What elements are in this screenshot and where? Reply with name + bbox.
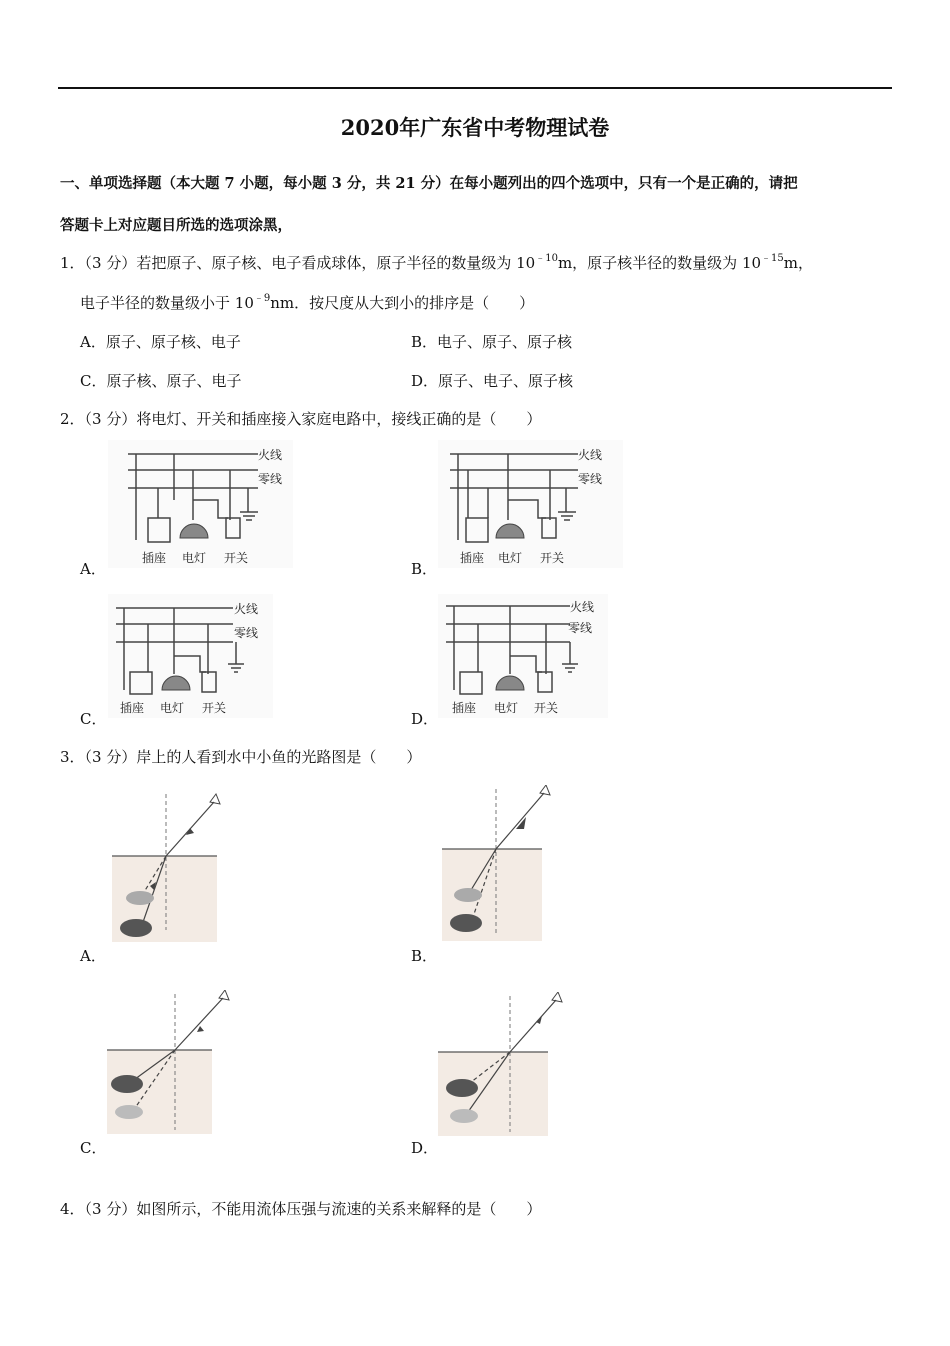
option-text: 原子、电子、原子核 xyxy=(438,372,574,390)
exponent: ﹣15 xyxy=(761,253,784,264)
question-text: nm．按尺度从大到小的排序是（ ） xyxy=(270,294,535,312)
question-text: m， xyxy=(783,254,814,272)
question-3 xyxy=(60,746,421,767)
question-points: （3 分） xyxy=(84,748,137,766)
switch-label: 开关 xyxy=(224,551,249,565)
neutral-wire-label: 零线 xyxy=(258,472,283,486)
option-d-label[interactable]: D． xyxy=(411,1139,439,1157)
live-wire-label: 火线 xyxy=(234,602,259,616)
question-1-line2 xyxy=(80,292,534,313)
question-number: 2． xyxy=(60,410,85,428)
question-text: 岸上的人看到水中小鱼的光路图是（ ） xyxy=(136,748,422,766)
circuit-diagram-a xyxy=(108,440,293,568)
fish-image-icon xyxy=(446,1079,478,1097)
option-d[interactable] xyxy=(411,370,573,391)
option-c-label[interactable]: C． xyxy=(80,710,107,728)
exponent: ﹣10 xyxy=(535,253,558,264)
section-heading-line2: 答题卡上对应题目所选的选项涂黑， xyxy=(60,217,292,234)
question-text: m，原子核半径的数量级为 10 xyxy=(557,254,762,272)
switch-label: 开关 xyxy=(540,551,565,565)
socket-label: 插座 xyxy=(452,701,477,715)
question-number: 1． xyxy=(60,254,85,272)
top-rule xyxy=(58,87,892,89)
live-wire-label: 火线 xyxy=(570,600,595,614)
switch-label: 开关 xyxy=(534,701,559,715)
circuit-diagram-b xyxy=(438,440,623,568)
fish-icon xyxy=(450,914,482,932)
section-heading-line1: 一、单项选择题（本大题 7 小题，每小题 3 分，共 21 分）在每小题列出的四个选项中，只有一个是正确的，请把 xyxy=(60,175,798,192)
live-wire-label: 火线 xyxy=(258,448,283,462)
question-text: 将电灯、开关和插座接入家庭电路中，接线正确的是（ ） xyxy=(136,410,542,428)
socket-label: 插座 xyxy=(460,551,485,565)
lamp-label: 电灯 xyxy=(498,551,523,565)
option-a[interactable] xyxy=(80,331,241,352)
neutral-wire-label: 零线 xyxy=(578,472,603,486)
option-text: 原子、原子核、电子 xyxy=(105,333,241,351)
question-number: 4． xyxy=(60,1200,85,1218)
option-text: 电子、原子、原子核 xyxy=(437,333,573,351)
light-path-diagram-d xyxy=(436,992,576,1137)
option-label: D． xyxy=(411,372,439,390)
question-text: 若把原子、原子核、电子看成球体，原子半径的数量级为 10 xyxy=(136,254,536,272)
option-c-label[interactable]: C． xyxy=(80,1139,107,1157)
circuit-diagram-c xyxy=(108,594,273,718)
option-b-label[interactable]: B． xyxy=(411,947,438,965)
lamp-label: 电灯 xyxy=(160,701,185,715)
question-text: 如图所示，不能用流体压强与流速的关系来解释的是（ ） xyxy=(136,1200,542,1218)
switch-label: 开关 xyxy=(202,701,227,715)
question-4 xyxy=(60,1198,541,1219)
fish-icon xyxy=(111,1075,143,1093)
question-number: 3． xyxy=(60,748,85,766)
socket-label: 插座 xyxy=(120,701,145,715)
option-label: A． xyxy=(80,333,106,351)
socket-label: 插座 xyxy=(142,551,167,565)
fish-icon xyxy=(120,919,152,937)
light-path-diagram-c xyxy=(105,990,240,1135)
lamp-label: 电灯 xyxy=(182,551,207,565)
option-b[interactable] xyxy=(411,331,572,352)
option-d-label[interactable]: D． xyxy=(411,710,439,728)
question-1 xyxy=(60,252,813,273)
option-a-label[interactable]: A． xyxy=(80,560,106,578)
exponent: ﹣9 xyxy=(253,293,271,304)
question-points: （3 分） xyxy=(84,254,137,272)
circuit-diagram-d xyxy=(438,594,608,718)
option-text: 原子核、原子、电子 xyxy=(106,372,242,390)
option-a-label[interactable]: A． xyxy=(80,947,106,965)
option-b-label[interactable]: B． xyxy=(411,560,438,578)
fish-icon xyxy=(450,1109,478,1123)
light-path-diagram-a xyxy=(110,790,240,942)
question-2 xyxy=(60,408,541,429)
option-label: B． xyxy=(411,333,438,351)
question-points: （3 分） xyxy=(84,410,137,428)
neutral-wire-label: 零线 xyxy=(234,626,259,640)
fish-image-icon xyxy=(126,891,154,905)
fish-image-icon xyxy=(454,888,482,902)
lamp-label: 电灯 xyxy=(494,701,519,715)
live-wire-label: 火线 xyxy=(578,448,603,462)
page-title: 2020年广东省中考物理试卷 xyxy=(340,115,610,140)
option-label: C． xyxy=(80,372,107,390)
neutral-wire-label: 零线 xyxy=(568,621,593,635)
light-path-diagram-b xyxy=(440,785,570,943)
option-c[interactable] xyxy=(80,370,242,391)
fish-image-icon xyxy=(115,1105,143,1119)
question-text: 电子半径的数量级小于 10 xyxy=(80,294,254,312)
question-points: （3 分） xyxy=(84,1200,137,1218)
